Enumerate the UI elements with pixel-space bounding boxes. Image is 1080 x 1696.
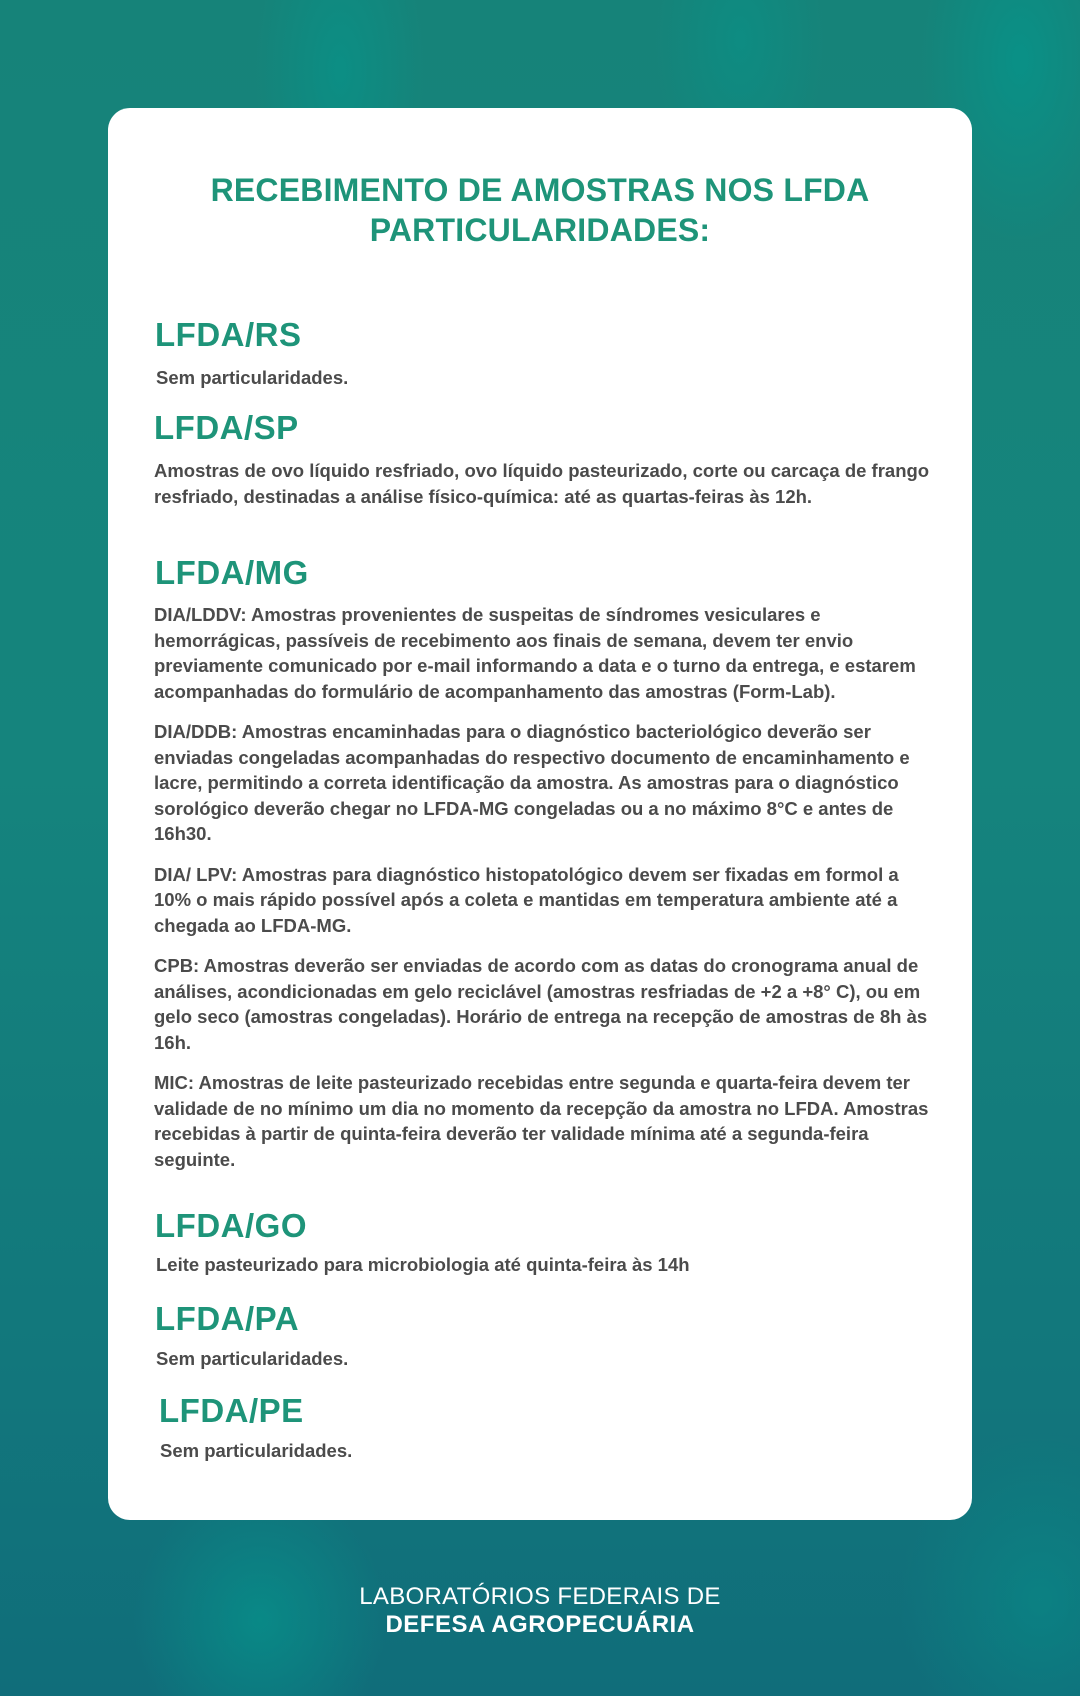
section-body-go [156, 1252, 936, 1278]
section-text-dia-ddb: DIA/DDB: Amostras encaminhadas para o diagnóstico bacteriológico deverão ser enviadas congeladas acompanhadas do respectivo documento de encaminhamento e lacre, permitindo a correta identificação da amostra. As amostras para o diagnóstico sorológico deverão chegar no LFDA-MG congeladas ou a no máximo 8°C e antes de 16h30. [154, 721, 910, 844]
section-heading-rs: LFDA/RS [155, 316, 302, 353]
section-heading-go: LFDA/GO [155, 1207, 307, 1244]
section-body-sp [154, 458, 934, 509]
section-body-rs [156, 365, 936, 391]
section-heading-mg: LFDA/MG [155, 554, 309, 591]
section-text: Sem particularidades. [160, 1440, 353, 1461]
page-title-line1: RECEBIMENTO DE AMOSTRAS NOS LFDA [210, 172, 870, 208]
section-text: Sem particularidades. [156, 367, 349, 388]
section-body-pa [156, 1346, 936, 1372]
section-text-dia-lpv: DIA/ LPV: Amostras para diagnóstico histopatológico devem ser fixadas em formol a 10% o mais rápido possível após a coleta e mantidas em temperatura ambiente até a chegada ao LFDA-MG. [154, 863, 899, 936]
page-title-line2: PARTICULARIDADES: [369, 212, 711, 248]
section-text: Amostras de ovo líquido resfriado, ovo líquido pasteurizado, corte ou carcaça de frango resfriado, destinadas a análise físico-química: até as quartas-feiras às 12h. [154, 460, 930, 507]
section-heading-pe: LFDA/PE [159, 1392, 304, 1429]
section-body-mg [154, 602, 934, 1172]
section-text-dia-lddv: DIA/LDDV: Amostras provenientes de suspeitas de síndromes vesiculares e hemorrágicas, passíveis de recebimento aos finais de semana, devem ter envio previamente comunicado por e-mail informando a data e o turno da entrega, e estarem acompanhadas do formulário de acompanhamento das amostras (Form-Lab). [154, 604, 916, 702]
content-card [108, 108, 972, 1520]
section-heading-pa: LFDA/PA [155, 1300, 300, 1337]
section-text-mic: MIC: Amostras de leite pasteurizado recebidas entre segunda e quarta-feira devem ter validade de no mínimo um dia no momento da recepção da amostra no LFDA. Amostras recebidas à partir de quinta-feira deverão ter validade mínima até a segunda-feira seguinte. [154, 1072, 929, 1170]
section-text: Leite pasteurizado para microbiologia até quinta-feira às 14h [156, 1254, 690, 1275]
section-text: Sem particularidades. [156, 1348, 349, 1369]
section-body-pe [160, 1438, 940, 1464]
section-text-cpb: CPB: Amostras deverão ser enviadas de acordo com as datas do cronograma anual de análises, acondicionadas em gelo reciclável (amostras resfriadas de +2 a +8° C), ou em gelo seco (amostras congeladas). Horário de entrega na recepção de amostras de 8h às 16h. [154, 955, 928, 1053]
footer-line2: DEFESA AGROPECUÁRIA [385, 1611, 695, 1638]
section-heading-sp: LFDA/SP [154, 409, 299, 446]
footer-branding [0, 1583, 1080, 1639]
footer-line1: LABORATÓRIOS FEDERAIS DE [359, 1583, 721, 1610]
page-title [108, 170, 972, 250]
